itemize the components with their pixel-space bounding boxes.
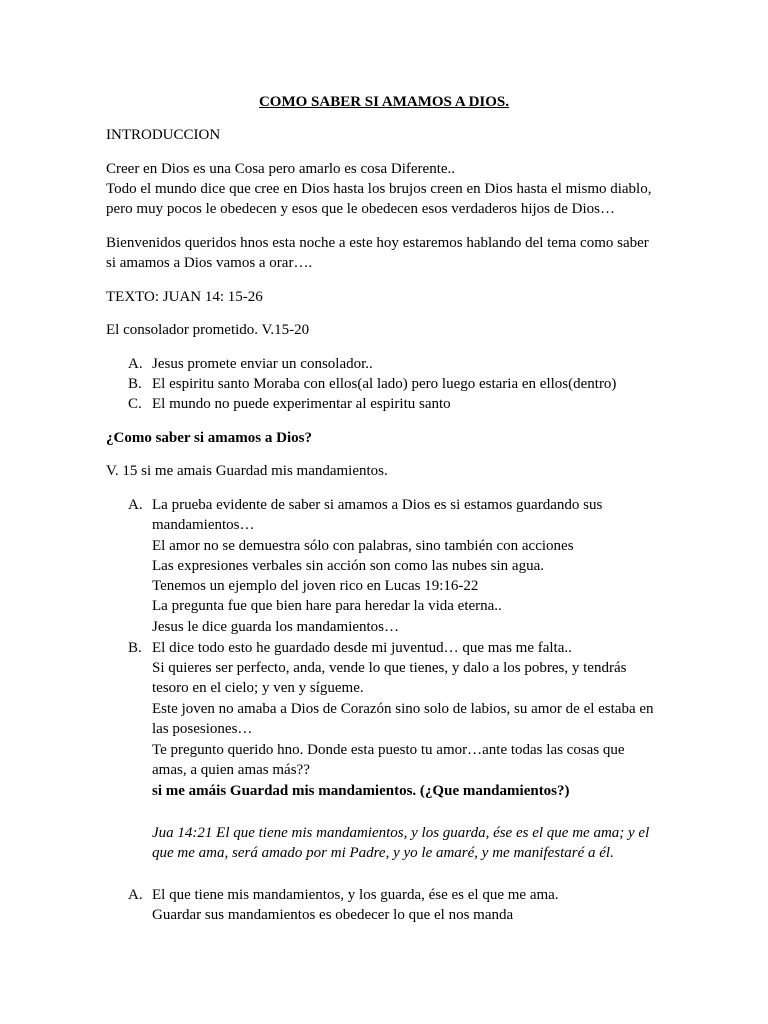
list-item-line: Tenemos un ejemplo del joven rico en Lucas 19:16-22 bbox=[152, 578, 479, 594]
scripture-quote: que me ama, será amado por mi Padre, y yo le amaré, y me manifestaré a él. bbox=[152, 845, 614, 861]
intro-heading: INTRODUCCION bbox=[106, 127, 221, 143]
consolador-line: El consolador prometido. V.15-20 bbox=[106, 322, 310, 338]
list-marker: B. bbox=[128, 376, 142, 392]
list-marker: A. bbox=[128, 887, 143, 903]
list-item: Jesus promete enviar un consolador.. bbox=[152, 356, 373, 372]
list-item-line: tesoro en el cielo; y ven y sígueme. bbox=[152, 680, 364, 696]
list-item: El mundo no puede experimentar al espiritu santo bbox=[152, 396, 451, 412]
list-item-line: Este joven no amaba a Dios de Corazón sino solo de labios, su amor de el estaba en bbox=[152, 701, 654, 717]
welcome-line: si amamos a Dios vamos a orar…. bbox=[106, 255, 313, 271]
list-item-line: Guardar sus mandamientos es obedecer lo que el nos manda bbox=[152, 907, 514, 923]
list-marker: A. bbox=[128, 497, 143, 513]
list-item-line: El amor no se demuestra sólo con palabras, sino también con acciones bbox=[152, 538, 574, 554]
list-item-line: El que tiene mis mandamientos, y los guarda, ése es el que me ama. bbox=[152, 887, 559, 903]
list-item: El espiritu santo Moraba con ellos(al lado) pero luego estaria en ellos(dentro) bbox=[152, 376, 617, 392]
list-item-line: Las expresiones verbales sin acción son como las nubes sin agua. bbox=[152, 558, 544, 574]
document-title: COMO SABER SI AMAMOS A DIOS. bbox=[258, 94, 510, 110]
list-item-line: Si quieres ser perfecto, anda, vende lo que tienes, y dalo a los pobres, y tendrás bbox=[152, 660, 627, 676]
scripture-quote: Jua 14:21 El que tiene mis mandamientos, y los guarda, ése es el que me ama; y el bbox=[152, 825, 650, 841]
list-item-line: La prueba evidente de saber si amamos a Dios es si estamos guardando sus bbox=[152, 497, 603, 513]
list-item-line: las posesiones… bbox=[152, 721, 253, 737]
intro-line: pero muy pocos le obedecen y esos que le obedecen esos verdaderos hijos de Dios… bbox=[106, 201, 616, 217]
list-item-line: mandamientos… bbox=[152, 517, 255, 533]
intro-line: Creer en Dios es una Cosa pero amarlo es cosa Diferente.. bbox=[106, 161, 456, 177]
texto-line: TEXTO: JUAN 14: 15-26 bbox=[106, 289, 263, 305]
list-item-line: amas, a quien amas más?? bbox=[152, 762, 310, 778]
list-marker: A. bbox=[128, 356, 143, 372]
list-marker: C. bbox=[128, 396, 142, 412]
list-item-line: El dice todo esto he guardado desde mi juventud… que mas me falta.. bbox=[152, 640, 572, 656]
emphasis-line: si me amáis Guardad mis mandamientos. (¿Que mandamientos?) bbox=[152, 783, 570, 799]
verse-line: V. 15 si me amais Guardad mis mandamientos. bbox=[106, 463, 388, 479]
list-marker: B. bbox=[128, 640, 142, 656]
section-question: ¿Como saber si amamos a Dios? bbox=[106, 430, 312, 446]
list-item-line: Jesus le dice guarda los mandamientos… bbox=[152, 619, 400, 635]
list-item-line: Te pregunto querido hno. Donde esta puesto tu amor…ante todas las cosas que bbox=[152, 742, 625, 758]
list-item-line: La pregunta fue que bien hare para heredar la vida eterna.. bbox=[152, 598, 502, 614]
welcome-line: Bienvenidos queridos hnos esta noche a este hoy estaremos hablando del tema como saber bbox=[106, 235, 649, 251]
intro-line: Todo el mundo dice que cree en Dios hasta los brujos creen en Dios hasta el mismo diablo, bbox=[106, 181, 652, 197]
